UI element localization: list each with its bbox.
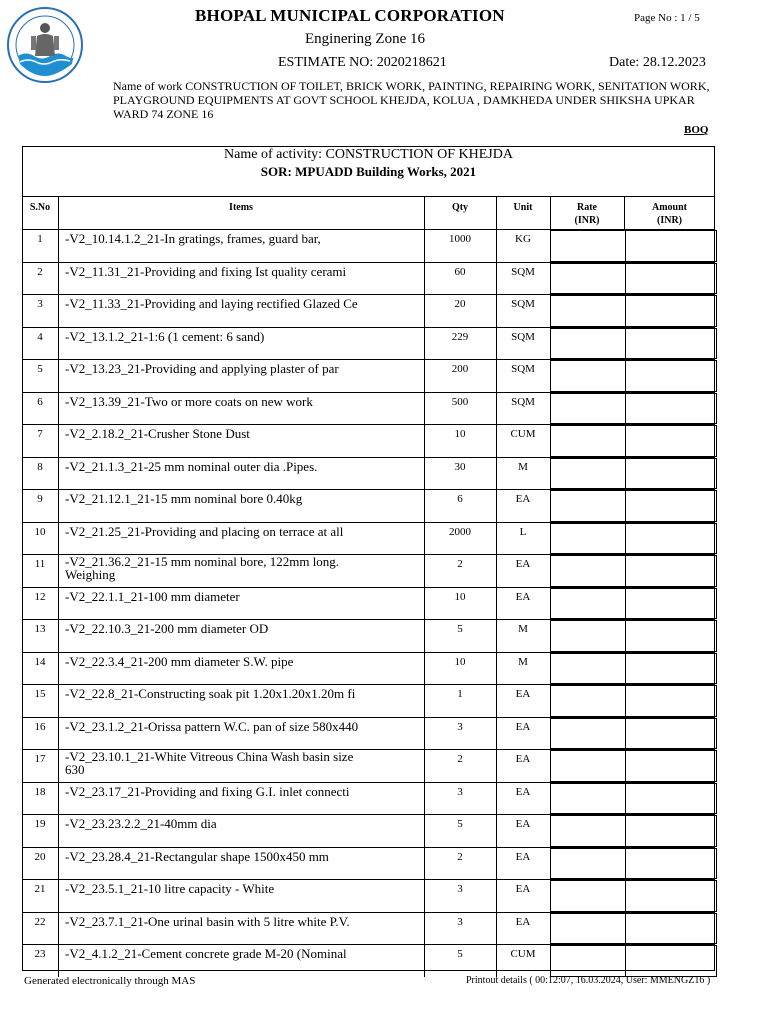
row-rate-cell [550,328,626,360]
row-unit: EA [515,590,531,603]
row-sno: 10 [34,525,46,538]
col-header-rate-unit: (INR) [574,215,600,226]
row-item: -V2_23.17_21-Providing and fixing G.I. inlet connecti [65,783,350,799]
row-rate-cell [550,523,626,555]
row-amount-cell [625,880,717,912]
row-item: -V2_23.10.1_21-White Vitreous China Wash basin size [65,749,354,764]
row-sno: 19 [34,818,46,830]
row-qty: 3 [457,883,463,895]
row-sno: 12 [34,590,46,603]
row-qty: 5 [457,818,463,830]
footer-printout: Printout details ( 00:12:07, 16.03.2024, User: MMENGZ16 ) [466,975,711,986]
row-qty: 1 [457,688,463,700]
row-item: -V2_22.10.3_21-200 mm diameter OD [65,621,269,636]
row-item-continued: Weighing [65,567,116,582]
col-header-sno: S.No [29,202,51,213]
row-item: -V2_21.25_21-Providing and placing on terrace at all [65,523,344,539]
row-sno: 11 [34,558,46,570]
row-amount-cell [625,490,717,522]
row-rate-cell [550,750,626,782]
row-unit: EA [515,850,531,863]
row-qty: 2 [457,753,463,765]
row-sno: 9 [37,493,43,505]
row-unit: EA [515,720,531,733]
row-amount-cell [625,718,717,750]
row-rate-cell [550,458,626,490]
row-sno: 21 [34,883,46,895]
row-item: -V2_13.1.2_21-1:6 (1 cement: 6 sand) [65,328,265,344]
row-qty: 3 [457,720,463,733]
row-sno: 18 [34,785,46,798]
row-amount-cell [625,783,717,815]
row-rate-cell [550,490,626,522]
row-amount-cell [625,848,717,880]
row-sno: 17 [34,753,46,765]
col-divider [58,554,59,587]
row-amount-cell [625,523,717,555]
row-amount-cell [625,945,717,977]
col-divider [58,944,59,977]
row-rate-cell [550,783,626,815]
row-amount-cell [625,393,717,425]
row-item: -V2_23.1.2_21-Orissa pattern W.C. pan of size 580x440 [65,718,359,734]
row-qty: 3 [457,785,463,798]
col-divider [58,522,59,555]
row-amount-cell [625,328,717,360]
row-qty: 1000 [449,233,471,245]
col-header-amount-label: Amount [651,202,687,213]
row-amount-cell [625,425,717,457]
row-amount-cell [625,750,717,782]
row-unit: SQM [511,298,535,310]
col-divider [58,912,59,945]
row-qty: 3 [457,915,463,928]
row-unit: M [518,655,528,668]
col-divider [58,749,59,782]
row-qty: 229 [451,330,469,343]
col-divider [58,847,59,880]
footer-generated: Generated electronically through MAS [24,975,196,987]
row-qty: 2 [457,558,463,570]
row-rate-cell [550,620,626,652]
col-divider [58,717,59,750]
col-divider [58,587,59,620]
row-amount-cell [625,653,717,685]
row-sno: 16 [34,720,46,733]
row-sno: 4 [37,330,43,343]
row-rate-cell [550,913,626,945]
row-unit: CUM [510,948,536,960]
col-divider [58,457,59,490]
row-rate-cell [550,588,626,620]
col-header-qty: Qty [451,202,469,213]
row-qty: 200 [451,363,469,375]
row-amount-cell [625,295,717,327]
row-rate-cell [550,295,626,327]
sor-name: SOR: MPUADD Building Works, 2021 [260,164,477,179]
row-rate-cell [550,945,626,977]
row-unit: KG [515,233,531,245]
row-rate-cell [550,848,626,880]
row-item: -V2_22.8_21-Constructing soak pit 1.20x1.20x1.20m fi [65,686,356,701]
row-rate-cell [550,880,626,912]
organization-name: BHOPAL MUNICIPAL CORPORATION [195,6,505,25]
row-item: -V2_22.3.4_21-200 mm diameter S.W. pipe [65,653,294,669]
row-sno: 6 [37,395,43,408]
row-unit: EA [515,688,531,700]
row-sno: 7 [37,428,43,440]
row-sno: 5 [37,363,43,375]
row-item: -V2_13.39_21-Two or more coats on new work [65,393,313,409]
col-header-amount [624,201,715,227]
row-amount-cell [625,588,717,620]
col-divider [58,652,59,685]
row-qty: 5 [457,948,463,960]
col-divider [58,229,59,262]
row-qty: 30 [454,460,466,473]
row-qty: 10 [454,655,466,668]
row-sno: 2 [37,265,43,278]
row-sno: 14 [34,655,46,668]
row-qty: 2 [457,850,463,863]
col-divider [58,359,59,392]
row-qty: 10 [454,590,466,603]
row-unit: SQM [511,395,535,408]
col-header-unit: Unit [513,202,533,213]
activity-name: Name of activity: CONSTRUCTION OF KHEJDA [224,147,513,162]
row-item: -V2_4.1.2_21-Cement concrete grade M-20 (Nominal [65,946,347,961]
row-sno: 15 [34,688,46,700]
row-unit: EA [515,493,531,505]
row-sno: 1 [37,233,43,245]
row-unit: EA [515,753,531,765]
col-divider [58,879,59,912]
bmc-logo [6,6,84,84]
row-unit: EA [515,915,531,928]
row-unit: EA [515,785,531,798]
row-amount-cell [625,263,717,295]
row-item: -V2_11.33_21-Providing and laying rectified Glazed Ce [65,296,358,311]
col-divider [58,782,59,815]
row-item: -V2_21.12.1_21-15 mm nominal bore 0.40kg [65,491,303,506]
row-sno: 23 [34,948,46,960]
col-divider [58,619,59,652]
row-amount-cell [625,230,717,262]
page-number: Page No : 1 / 5 [634,12,700,24]
row-rate-cell [550,718,626,750]
row-item: -V2_13.23_21-Providing and applying plaster of par [65,361,339,376]
row-rate-cell [550,555,626,587]
row-unit: EA [515,558,531,570]
row-rate-cell [550,230,626,262]
row-rate-cell [550,425,626,457]
row-rate-cell [550,685,626,717]
row-qty: 2000 [449,525,471,538]
col-header-rate [550,201,624,227]
row-amount-cell [625,815,717,847]
estimate-number: ESTIMATE NO: 2020218621 [278,55,447,70]
col-divider [58,262,59,295]
divider [22,196,715,197]
row-unit: SQM [511,363,535,375]
row-item: -V2_21.36.2_21-15 mm nominal bore, 122mm long. [65,554,340,569]
row-amount-cell [625,555,717,587]
row-sno: 13 [34,623,46,635]
estimate-date: Date: 28.12.2023 [609,55,706,70]
col-divider [58,814,59,847]
row-sno: 8 [37,460,43,473]
row-amount-cell [625,685,717,717]
col-divider [58,424,59,457]
row-unit: EA [515,818,531,830]
zone-name: Enginering Zone 16 [305,31,425,47]
row-qty: 60 [454,265,466,278]
row-unit: M [518,460,528,473]
col-divider [58,294,59,327]
row-sno: 3 [37,298,43,310]
row-amount-cell [625,458,717,490]
row-qty: 20 [454,298,466,310]
row-unit: SQM [511,265,535,278]
boq-label: BOQ [684,124,709,136]
row-sno: 20 [34,850,46,863]
col-divider [58,327,59,360]
row-item: -V2_21.1.3_21-25 mm nominal outer dia .Pipes. [65,458,318,474]
row-item: -V2_22.1.1_21-100 mm diameter [65,588,240,604]
col-divider [58,684,59,717]
row-unit: L [519,525,527,538]
row-amount-cell [625,620,717,652]
row-qty: 500 [451,395,469,408]
row-rate-cell [550,393,626,425]
row-item: -V2_11.31_21-Providing and fixing Ist quality cerami [65,263,347,279]
col-header-amount-unit: (INR) [657,215,682,226]
row-amount-cell [625,360,717,392]
row-item: -V2_23.5.1_21-10 litre capacity - White [65,881,275,896]
row-item: -V2_2.18.2_21-Crusher Stone Dust [65,426,250,441]
col-divider [58,392,59,425]
row-item: -V2_23.28.4_21-Rectangular shape 1500x450 mm [65,848,329,864]
row-sno: 22 [34,915,46,928]
name-of-work: Name of work CONSTRUCTION OF TOILET, BRICK WORK, PAINTING, REPAIRING WORK, SENITATION WORK, PLAYGROUND EQUIPMENTS AT GOVT SCHOOL KHEJDA, KOLUA , DAMKHEDA UNDER SHIKSHA UPKAR WARD 74 ZONE 16 [113,79,710,121]
row-unit: SQM [511,330,535,343]
row-item: -V2_10.14.1.2_21-In gratings, frames, guard bar, [65,231,321,246]
row-item: -V2_23.7.1_21-One urinal basin with 5 litre white P.V. [65,913,350,929]
col-header-items: Items [229,202,253,213]
row-qty: 10 [454,428,466,440]
col-divider [58,489,59,522]
row-rate-cell [550,263,626,295]
row-rate-cell [550,360,626,392]
row-rate-cell [550,653,626,685]
row-qty: 5 [457,623,463,635]
row-item: -V2_23.23.2.2_21-40mm dia [65,816,217,831]
row-unit: CUM [510,428,536,440]
row-amount-cell [625,913,717,945]
row-rate-cell [550,815,626,847]
row-item-continued: 630 [65,762,85,777]
col-header-rate-label: Rate [577,202,597,213]
row-unit: EA [515,883,531,895]
row-unit: M [518,623,528,635]
row-qty: 6 [457,493,463,505]
